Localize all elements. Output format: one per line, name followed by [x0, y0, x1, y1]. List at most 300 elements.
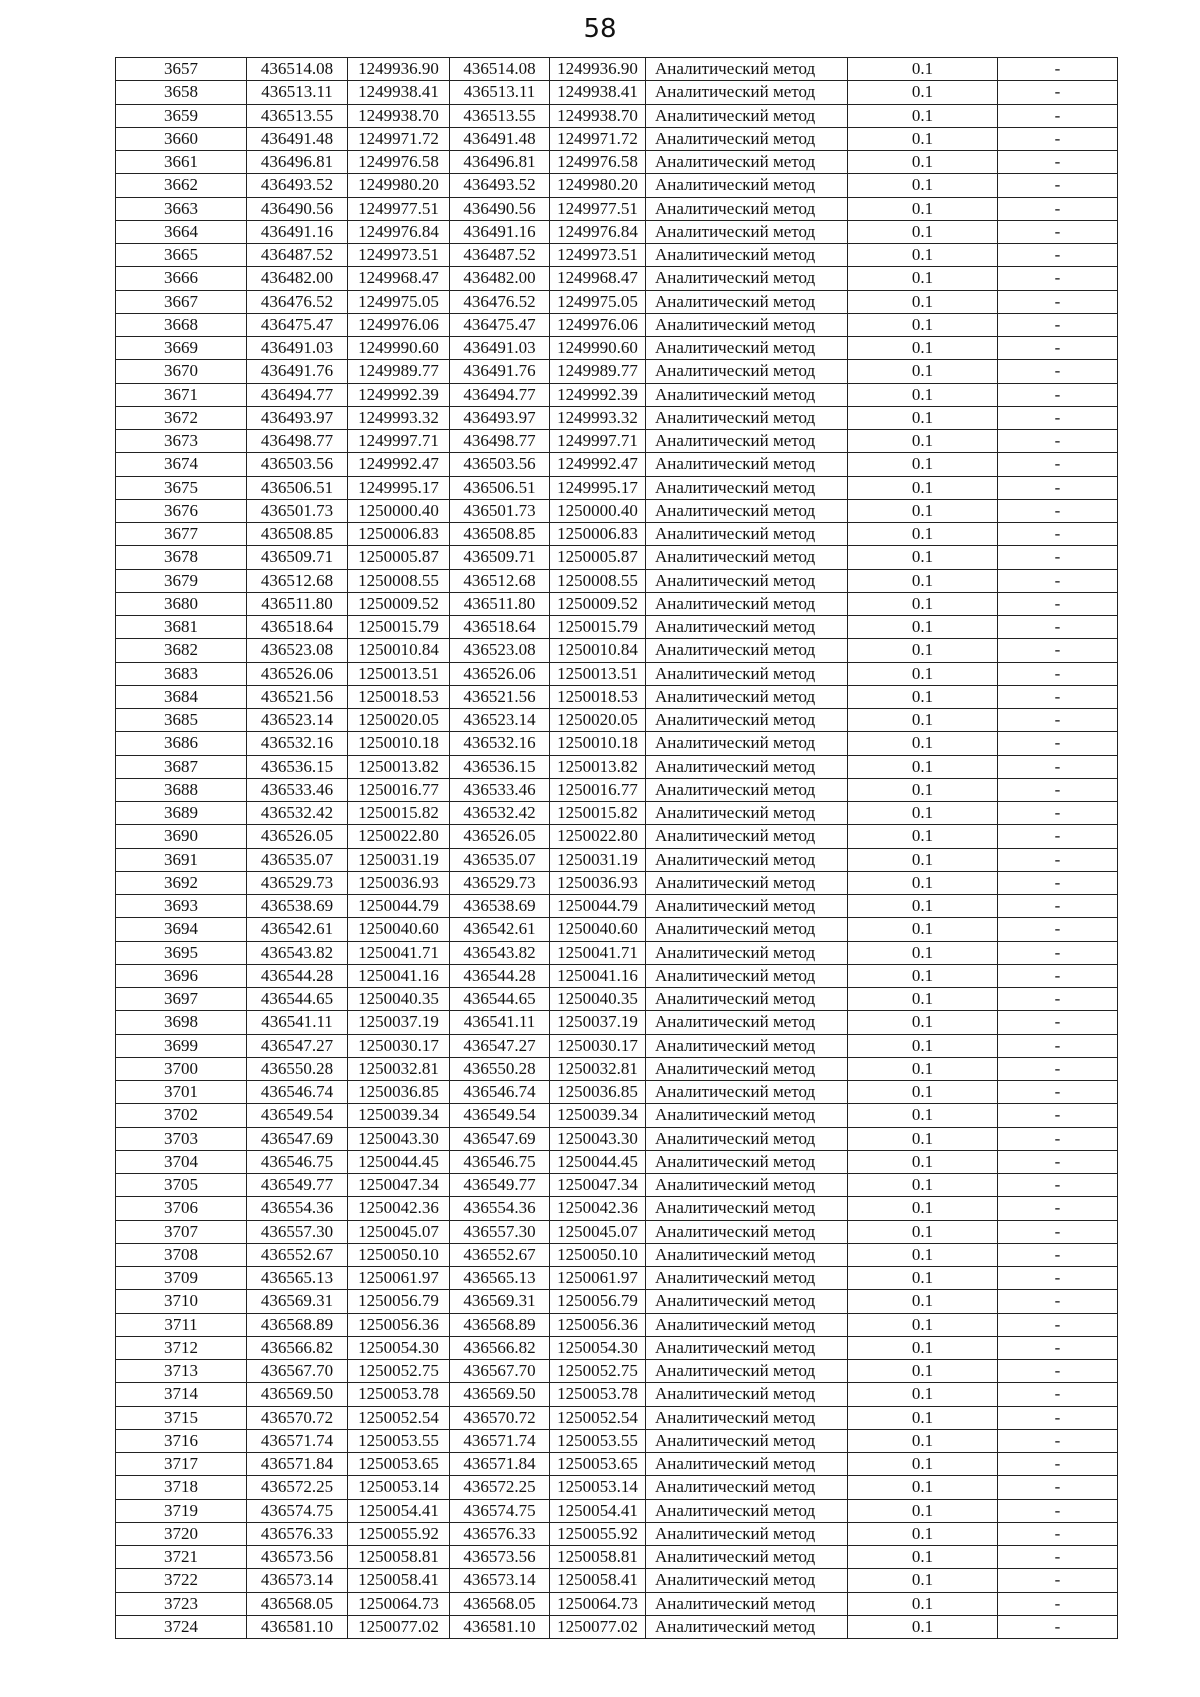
method-cell: Аналитический метод: [646, 337, 848, 360]
method-cell: Аналитический метод: [646, 592, 848, 615]
point-number-cell: 3673: [116, 430, 247, 453]
table-row: [116, 1522, 1118, 1545]
method-cell: Аналитический метод: [646, 988, 848, 1011]
y-coordinate-cell: 1250036.93: [550, 871, 646, 894]
description-cell: -: [998, 267, 1118, 290]
description-cell: -: [998, 778, 1118, 801]
y-coordinate-cell: 1250031.19: [348, 848, 450, 871]
point-number-cell: 3724: [116, 1615, 247, 1638]
accuracy-cell: 0.1: [848, 1453, 998, 1476]
x-coordinate-cell: 436544.28: [450, 964, 550, 987]
description-cell: -: [998, 220, 1118, 243]
method-cell: Аналитический метод: [646, 453, 848, 476]
method-cell: Аналитический метод: [646, 58, 848, 81]
y-coordinate-cell: 1250009.52: [550, 592, 646, 615]
table-row: [116, 941, 1118, 964]
x-coordinate-cell: 436576.33: [247, 1522, 348, 1545]
y-coordinate-cell: 1250041.71: [550, 941, 646, 964]
method-cell: Аналитический метод: [646, 360, 848, 383]
accuracy-cell: 0.1: [848, 755, 998, 778]
x-coordinate-cell: 436552.67: [247, 1243, 348, 1266]
table-row: [116, 383, 1118, 406]
table-row: [116, 220, 1118, 243]
y-coordinate-cell: 1250020.05: [550, 709, 646, 732]
x-coordinate-cell: 436521.56: [450, 685, 550, 708]
table-row: [116, 988, 1118, 1011]
point-number-cell: 3687: [116, 755, 247, 778]
accuracy-cell: 0.1: [848, 337, 998, 360]
y-coordinate-cell: 1249977.51: [550, 197, 646, 220]
description-cell: -: [998, 383, 1118, 406]
method-cell: Аналитический метод: [646, 1197, 848, 1220]
x-coordinate-cell: 436482.00: [450, 267, 550, 290]
method-cell: Аналитический метод: [646, 848, 848, 871]
method-cell: Аналитический метод: [646, 709, 848, 732]
y-coordinate-cell: 1249975.05: [550, 290, 646, 313]
y-coordinate-cell: 1250050.10: [348, 1243, 450, 1266]
accuracy-cell: 0.1: [848, 1615, 998, 1638]
y-coordinate-cell: 1250053.55: [348, 1429, 450, 1452]
accuracy-cell: 0.1: [848, 523, 998, 546]
point-number-cell: 3722: [116, 1569, 247, 1592]
method-cell: Аналитический метод: [646, 732, 848, 755]
y-coordinate-cell: 1250030.17: [550, 1034, 646, 1057]
x-coordinate-cell: 436514.08: [247, 58, 348, 81]
accuracy-cell: 0.1: [848, 825, 998, 848]
description-cell: -: [998, 871, 1118, 894]
point-number-cell: 3706: [116, 1197, 247, 1220]
description-cell: -: [998, 592, 1118, 615]
y-coordinate-cell: 1249992.47: [550, 453, 646, 476]
x-coordinate-cell: 436513.11: [450, 81, 550, 104]
x-coordinate-cell: 436509.71: [450, 546, 550, 569]
y-coordinate-cell: 1250006.83: [550, 523, 646, 546]
point-number-cell: 3690: [116, 825, 247, 848]
y-coordinate-cell: 1250015.82: [348, 802, 450, 825]
x-coordinate-cell: 436543.82: [450, 941, 550, 964]
method-cell: Аналитический метод: [646, 778, 848, 801]
x-coordinate-cell: 436571.84: [450, 1453, 550, 1476]
description-cell: -: [998, 1453, 1118, 1476]
accuracy-cell: 0.1: [848, 685, 998, 708]
x-coordinate-cell: 436482.00: [247, 267, 348, 290]
x-coordinate-cell: 436566.82: [450, 1336, 550, 1359]
y-coordinate-cell: 1249938.41: [348, 81, 450, 104]
y-coordinate-cell: 1250040.60: [348, 918, 450, 941]
accuracy-cell: 0.1: [848, 1499, 998, 1522]
table-row: [116, 616, 1118, 639]
x-coordinate-cell: 436569.50: [450, 1383, 550, 1406]
y-coordinate-cell: 1250045.07: [348, 1220, 450, 1243]
x-coordinate-cell: 436547.69: [247, 1127, 348, 1150]
point-number-cell: 3720: [116, 1522, 247, 1545]
y-coordinate-cell: 1250064.73: [550, 1592, 646, 1615]
x-coordinate-cell: 436503.56: [450, 453, 550, 476]
description-cell: -: [998, 127, 1118, 150]
method-cell: Аналитический метод: [646, 1290, 848, 1313]
x-coordinate-cell: 436523.14: [247, 709, 348, 732]
accuracy-cell: 0.1: [848, 1546, 998, 1569]
point-number-cell: 3663: [116, 197, 247, 220]
x-coordinate-cell: 436571.84: [247, 1453, 348, 1476]
x-coordinate-cell: 436475.47: [450, 313, 550, 336]
method-cell: Аналитический метод: [646, 174, 848, 197]
accuracy-cell: 0.1: [848, 58, 998, 81]
table-row: [116, 569, 1118, 592]
x-coordinate-cell: 436538.69: [450, 895, 550, 918]
table-row: [116, 1569, 1118, 1592]
accuracy-cell: 0.1: [848, 895, 998, 918]
y-coordinate-cell: 1250030.17: [348, 1034, 450, 1057]
x-coordinate-cell: 436535.07: [450, 848, 550, 871]
x-coordinate-cell: 436526.06: [450, 662, 550, 685]
accuracy-cell: 0.1: [848, 1383, 998, 1406]
y-coordinate-cell: 1249980.20: [550, 174, 646, 197]
coordinates-table: [115, 57, 1118, 1639]
table-row: [116, 406, 1118, 429]
y-coordinate-cell: 1250050.10: [550, 1243, 646, 1266]
y-coordinate-cell: 1250013.82: [550, 755, 646, 778]
method-cell: Аналитический метод: [646, 81, 848, 104]
y-coordinate-cell: 1250010.84: [348, 639, 450, 662]
x-coordinate-cell: 436573.14: [450, 1569, 550, 1592]
table-row: [116, 639, 1118, 662]
table-row: [116, 453, 1118, 476]
y-coordinate-cell: 1250032.81: [550, 1057, 646, 1080]
method-cell: Аналитический метод: [646, 1313, 848, 1336]
point-number-cell: 3719: [116, 1499, 247, 1522]
y-coordinate-cell: 1250010.18: [348, 732, 450, 755]
description-cell: -: [998, 1499, 1118, 1522]
point-number-cell: 3669: [116, 337, 247, 360]
description-cell: -: [998, 1220, 1118, 1243]
y-coordinate-cell: 1250018.53: [550, 685, 646, 708]
description-cell: -: [998, 197, 1118, 220]
description-cell: -: [998, 1313, 1118, 1336]
description-cell: -: [998, 662, 1118, 685]
y-coordinate-cell: 1250044.79: [550, 895, 646, 918]
method-cell: Аналитический метод: [646, 220, 848, 243]
table-row: [116, 1499, 1118, 1522]
y-coordinate-cell: 1250042.36: [348, 1197, 450, 1220]
description-cell: -: [998, 685, 1118, 708]
description-cell: -: [998, 755, 1118, 778]
description-cell: -: [998, 1360, 1118, 1383]
x-coordinate-cell: 436506.51: [247, 476, 348, 499]
y-coordinate-cell: 1250000.40: [550, 499, 646, 522]
y-coordinate-cell: 1250055.92: [550, 1522, 646, 1545]
point-number-cell: 3660: [116, 127, 247, 150]
point-number-cell: 3695: [116, 941, 247, 964]
accuracy-cell: 0.1: [848, 1522, 998, 1545]
y-coordinate-cell: 1250054.41: [550, 1499, 646, 1522]
accuracy-cell: 0.1: [848, 104, 998, 127]
y-coordinate-cell: 1250053.78: [550, 1383, 646, 1406]
x-coordinate-cell: 436570.72: [450, 1406, 550, 1429]
table-row: [116, 523, 1118, 546]
x-coordinate-cell: 436546.75: [247, 1150, 348, 1173]
accuracy-cell: 0.1: [848, 1150, 998, 1173]
y-coordinate-cell: 1249980.20: [348, 174, 450, 197]
y-coordinate-cell: 1250009.52: [348, 592, 450, 615]
x-coordinate-cell: 436568.05: [247, 1592, 348, 1615]
method-cell: Аналитический метод: [646, 941, 848, 964]
method-cell: Аналитический метод: [646, 871, 848, 894]
table-row: [116, 1313, 1118, 1336]
y-coordinate-cell: 1249938.70: [348, 104, 450, 127]
table-row: [116, 1011, 1118, 1034]
description-cell: -: [998, 1406, 1118, 1429]
method-cell: Аналитический метод: [646, 1104, 848, 1127]
accuracy-cell: 0.1: [848, 546, 998, 569]
method-cell: Аналитический метод: [646, 197, 848, 220]
x-coordinate-cell: 436541.11: [450, 1011, 550, 1034]
method-cell: Аналитический метод: [646, 1453, 848, 1476]
method-cell: Аналитический метод: [646, 1150, 848, 1173]
y-coordinate-cell: 1249936.90: [550, 58, 646, 81]
method-cell: Аналитический метод: [646, 1174, 848, 1197]
description-cell: -: [998, 81, 1118, 104]
x-coordinate-cell: 436518.64: [450, 616, 550, 639]
y-coordinate-cell: 1249976.84: [348, 220, 450, 243]
y-coordinate-cell: 1249973.51: [550, 244, 646, 267]
table-row: [116, 313, 1118, 336]
page-number: 58: [583, 14, 617, 44]
x-coordinate-cell: 436571.74: [247, 1429, 348, 1452]
y-coordinate-cell: 1249973.51: [348, 244, 450, 267]
x-coordinate-cell: 436491.03: [247, 337, 348, 360]
method-cell: Аналитический метод: [646, 546, 848, 569]
y-coordinate-cell: 1249971.72: [550, 127, 646, 150]
y-coordinate-cell: 1250000.40: [348, 499, 450, 522]
accuracy-cell: 0.1: [848, 1267, 998, 1290]
table-row: [116, 1057, 1118, 1080]
point-number-cell: 3713: [116, 1360, 247, 1383]
x-coordinate-cell: 436523.08: [450, 639, 550, 662]
point-number-cell: 3714: [116, 1383, 247, 1406]
x-coordinate-cell: 436532.42: [450, 802, 550, 825]
x-coordinate-cell: 436557.30: [247, 1220, 348, 1243]
point-number-cell: 3718: [116, 1476, 247, 1499]
point-number-cell: 3698: [116, 1011, 247, 1034]
table-body: [116, 58, 1118, 1639]
x-coordinate-cell: 436496.81: [247, 151, 348, 174]
x-coordinate-cell: 436565.13: [247, 1267, 348, 1290]
point-number-cell: 3686: [116, 732, 247, 755]
x-coordinate-cell: 436508.85: [450, 523, 550, 546]
accuracy-cell: 0.1: [848, 802, 998, 825]
accuracy-cell: 0.1: [848, 1429, 998, 1452]
method-cell: Аналитический метод: [646, 476, 848, 499]
point-number-cell: 3689: [116, 802, 247, 825]
x-coordinate-cell: 436532.42: [247, 802, 348, 825]
accuracy-cell: 0.1: [848, 639, 998, 662]
x-coordinate-cell: 436490.56: [247, 197, 348, 220]
table-row: [116, 1220, 1118, 1243]
x-coordinate-cell: 436487.52: [450, 244, 550, 267]
table-row: [116, 732, 1118, 755]
point-number-cell: 3676: [116, 499, 247, 522]
description-cell: -: [998, 941, 1118, 964]
table-row: [116, 848, 1118, 871]
y-coordinate-cell: 1250036.85: [348, 1081, 450, 1104]
x-coordinate-cell: 436538.69: [247, 895, 348, 918]
table-row: [116, 1150, 1118, 1173]
x-coordinate-cell: 436554.36: [247, 1197, 348, 1220]
y-coordinate-cell: 1249977.51: [348, 197, 450, 220]
point-number-cell: 3684: [116, 685, 247, 708]
point-number-cell: 3681: [116, 616, 247, 639]
table-row: [116, 1336, 1118, 1359]
x-coordinate-cell: 436491.48: [247, 127, 348, 150]
y-coordinate-cell: 1250044.45: [348, 1150, 450, 1173]
y-coordinate-cell: 1250040.35: [348, 988, 450, 1011]
y-coordinate-cell: 1250056.36: [348, 1313, 450, 1336]
y-coordinate-cell: 1250053.78: [348, 1383, 450, 1406]
table-row: [116, 58, 1118, 81]
table-row: [116, 1592, 1118, 1615]
method-cell: Аналитический метод: [646, 964, 848, 987]
y-coordinate-cell: 1250036.93: [348, 871, 450, 894]
point-number-cell: 3677: [116, 523, 247, 546]
x-coordinate-cell: 436512.68: [450, 569, 550, 592]
y-coordinate-cell: 1249938.70: [550, 104, 646, 127]
table-row: [116, 918, 1118, 941]
accuracy-cell: 0.1: [848, 267, 998, 290]
y-coordinate-cell: 1250010.18: [550, 732, 646, 755]
y-coordinate-cell: 1250058.41: [550, 1569, 646, 1592]
x-coordinate-cell: 436487.52: [247, 244, 348, 267]
x-coordinate-cell: 436567.70: [450, 1360, 550, 1383]
description-cell: -: [998, 406, 1118, 429]
point-number-cell: 3672: [116, 406, 247, 429]
x-coordinate-cell: 436514.08: [450, 58, 550, 81]
point-number-cell: 3668: [116, 313, 247, 336]
method-cell: Аналитический метод: [646, 1011, 848, 1034]
x-coordinate-cell: 436542.61: [450, 918, 550, 941]
accuracy-cell: 0.1: [848, 127, 998, 150]
table-row: [116, 244, 1118, 267]
x-coordinate-cell: 436569.31: [247, 1290, 348, 1313]
x-coordinate-cell: 436574.75: [247, 1499, 348, 1522]
table-row: [116, 499, 1118, 522]
y-coordinate-cell: 1250010.84: [550, 639, 646, 662]
point-number-cell: 3658: [116, 81, 247, 104]
table-row: [116, 81, 1118, 104]
y-coordinate-cell: 1249968.47: [348, 267, 450, 290]
y-coordinate-cell: 1250055.92: [348, 1522, 450, 1545]
description-cell: -: [998, 1383, 1118, 1406]
description-cell: -: [998, 1150, 1118, 1173]
table-row: [116, 337, 1118, 360]
description-cell: -: [998, 523, 1118, 546]
point-number-cell: 3699: [116, 1034, 247, 1057]
y-coordinate-cell: 1250006.83: [348, 523, 450, 546]
x-coordinate-cell: 436549.77: [247, 1174, 348, 1197]
x-coordinate-cell: 436491.76: [247, 360, 348, 383]
method-cell: Аналитический метод: [646, 523, 848, 546]
x-coordinate-cell: 436573.56: [247, 1546, 348, 1569]
x-coordinate-cell: 436518.64: [247, 616, 348, 639]
point-number-cell: 3705: [116, 1174, 247, 1197]
x-coordinate-cell: 436557.30: [450, 1220, 550, 1243]
description-cell: -: [998, 964, 1118, 987]
x-coordinate-cell: 436493.97: [450, 406, 550, 429]
x-coordinate-cell: 436568.89: [450, 1313, 550, 1336]
description-cell: -: [998, 709, 1118, 732]
y-coordinate-cell: 1250043.30: [348, 1127, 450, 1150]
description-cell: -: [998, 58, 1118, 81]
point-number-cell: 3691: [116, 848, 247, 871]
accuracy-cell: 0.1: [848, 476, 998, 499]
accuracy-cell: 0.1: [848, 1592, 998, 1615]
method-cell: Аналитический метод: [646, 1034, 848, 1057]
x-coordinate-cell: 436573.56: [450, 1546, 550, 1569]
x-coordinate-cell: 436532.16: [450, 732, 550, 755]
x-coordinate-cell: 436569.50: [247, 1383, 348, 1406]
description-cell: -: [998, 616, 1118, 639]
description-cell: -: [998, 895, 1118, 918]
point-number-cell: 3701: [116, 1081, 247, 1104]
y-coordinate-cell: 1249992.39: [348, 383, 450, 406]
x-coordinate-cell: 436572.25: [247, 1476, 348, 1499]
table-row: [116, 1383, 1118, 1406]
description-cell: -: [998, 1569, 1118, 1592]
description-cell: -: [998, 1034, 1118, 1057]
point-number-cell: 3662: [116, 174, 247, 197]
y-coordinate-cell: 1250052.54: [348, 1406, 450, 1429]
table-row: [116, 1034, 1118, 1057]
description-cell: -: [998, 1104, 1118, 1127]
y-coordinate-cell: 1249995.17: [550, 476, 646, 499]
point-number-cell: 3696: [116, 964, 247, 987]
x-coordinate-cell: 436523.14: [450, 709, 550, 732]
x-coordinate-cell: 436476.52: [450, 290, 550, 313]
method-cell: Аналитический метод: [646, 1476, 848, 1499]
accuracy-cell: 0.1: [848, 1290, 998, 1313]
description-cell: -: [998, 732, 1118, 755]
accuracy-cell: 0.1: [848, 1476, 998, 1499]
table-row: [116, 1476, 1118, 1499]
x-coordinate-cell: 436512.68: [247, 569, 348, 592]
x-coordinate-cell: 436533.46: [247, 778, 348, 801]
point-number-cell: 3664: [116, 220, 247, 243]
table-row: [116, 1546, 1118, 1569]
description-cell: -: [998, 1081, 1118, 1104]
table-row: [116, 1243, 1118, 1266]
description-cell: -: [998, 360, 1118, 383]
point-number-cell: 3693: [116, 895, 247, 918]
point-number-cell: 3657: [116, 58, 247, 81]
y-coordinate-cell: 1250077.02: [550, 1615, 646, 1638]
y-coordinate-cell: 1249976.06: [348, 313, 450, 336]
point-number-cell: 3709: [116, 1267, 247, 1290]
x-coordinate-cell: 436549.77: [450, 1174, 550, 1197]
y-coordinate-cell: 1249992.47: [348, 453, 450, 476]
y-coordinate-cell: 1250053.65: [550, 1453, 646, 1476]
y-coordinate-cell: 1250044.45: [550, 1150, 646, 1173]
method-cell: Аналитический метод: [646, 895, 848, 918]
y-coordinate-cell: 1250040.35: [550, 988, 646, 1011]
description-cell: -: [998, 313, 1118, 336]
table-row: [116, 592, 1118, 615]
y-coordinate-cell: 1250008.55: [348, 569, 450, 592]
table-row: [116, 1615, 1118, 1638]
x-coordinate-cell: 436546.75: [450, 1150, 550, 1173]
y-coordinate-cell: 1249995.17: [348, 476, 450, 499]
point-number-cell: 3675: [116, 476, 247, 499]
accuracy-cell: 0.1: [848, 569, 998, 592]
